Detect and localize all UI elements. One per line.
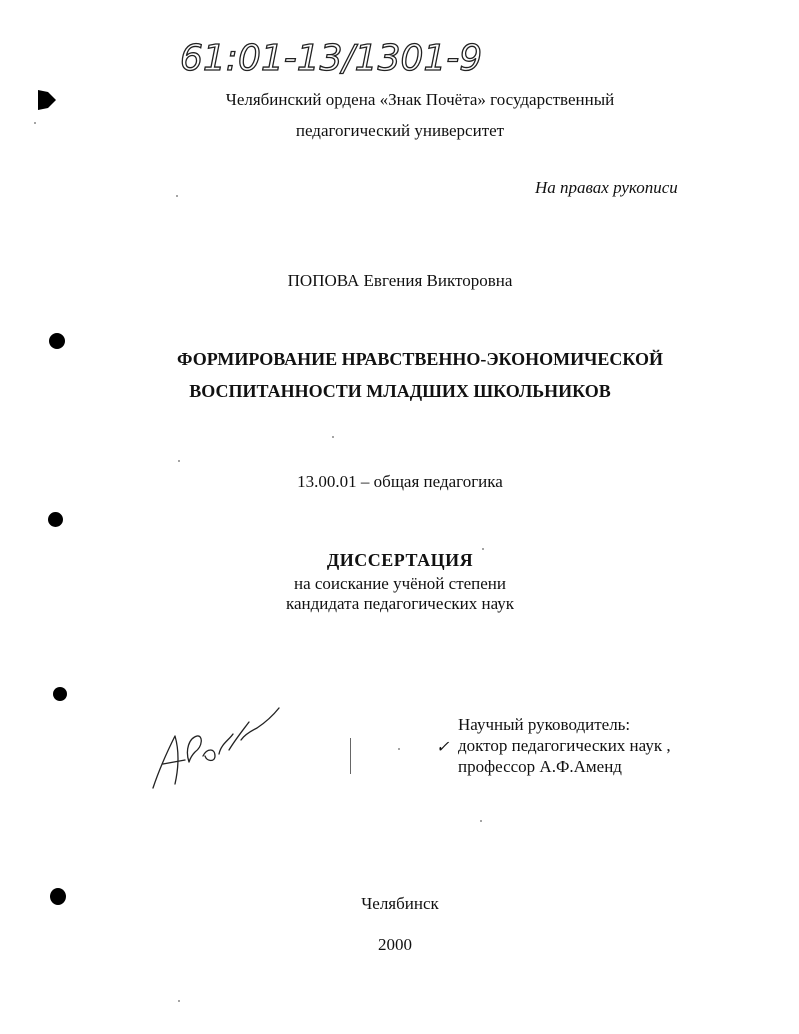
university-name-line2: педагогический университет	[295, 121, 505, 140]
archive-code-text: 61:01-13/1301-9	[180, 38, 483, 79]
degree-line2: кандидата педагогических наук	[285, 594, 515, 613]
binder-hole-mark	[48, 512, 63, 527]
scan-speck	[178, 460, 180, 462]
degree-line1: на соискание учёной степени	[293, 574, 507, 593]
handwritten-archive-code	[180, 30, 580, 80]
check-mark-icon: ✓	[436, 739, 450, 756]
university-name-line1: Челябинский ордена «Знак Почёта» государственный	[225, 90, 615, 109]
scan-speck	[480, 820, 482, 822]
supervisor-label: Научный руководитель:	[458, 715, 631, 734]
author-name: ПОПОВА Евгения Викторовна	[287, 271, 513, 290]
scan-line-mark	[350, 738, 351, 774]
manuscript-rights-note: На правах рукописи	[535, 178, 678, 197]
author-signature	[145, 700, 285, 795]
supervisor-name: профессор А.Ф.Аменд	[458, 757, 622, 776]
dissertation-title-line2: ВОСПИТАННОСТИ МЛАДШИХ ШКОЛЬНИКОВ	[189, 381, 611, 401]
year: 2000	[378, 935, 412, 954]
scan-speck	[332, 436, 334, 438]
supervisor-degree: доктор педагогических наук ,	[458, 736, 671, 755]
document-type: ДИССЕРТАЦИЯ	[326, 550, 474, 570]
scan-speck	[178, 1000, 180, 1002]
scan-speck	[176, 195, 178, 197]
specialty-code: 13.00.01 – общая педагогика	[297, 472, 503, 491]
binder-hole-mark	[53, 687, 67, 701]
scan-speck	[398, 748, 400, 750]
dissertation-title-line1: ФОРМИРОВАНИЕ НРАВСТВЕННО-ЭКОНОМИЧЕСКОЙ	[177, 349, 663, 369]
binder-hole-mark	[49, 333, 65, 349]
city: Челябинск	[361, 894, 439, 913]
